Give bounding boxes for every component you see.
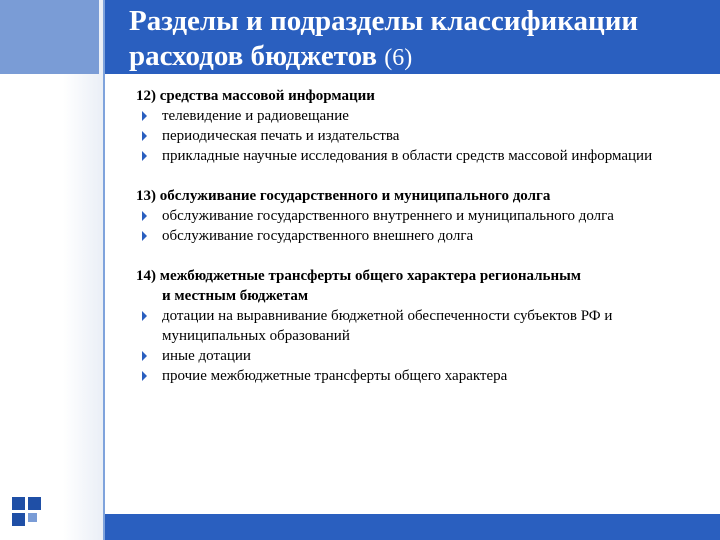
bullet-arrow-icon [142,131,147,141]
slide-content [136,86,696,406]
section-transfers [136,266,696,386]
section-heading: 14) межбюджетные трансферты общего характера региональным и местным бюджетам [136,268,582,304]
title-suffix: (6) [384,45,413,71]
list-item: периодическая печать и издательства [136,126,696,146]
list-item: дотации на выравнивание бюджетной обеспеченности субъектов РФ и муниципальных образований [136,306,696,346]
left-panel [0,0,105,540]
list-item: обслуживание государственного внутреннего и муниципального долга [136,206,696,226]
title-line-1: Разделы и подразделы классификации [129,5,639,37]
corner-square [0,0,99,74]
item-list [136,206,696,246]
section-heading: 13) обслуживание государственного и муниципального долга [136,188,551,204]
bullet-arrow-icon [142,211,147,221]
footer-bar [105,514,720,540]
list-item: прочие межбюджетные трансферты общего характера [136,366,696,386]
bullet-arrow-icon [142,151,147,161]
section-media [136,86,696,166]
left-divider [103,0,105,540]
bullet-arrow-icon [142,231,147,241]
list-item: телевидение и радиовещание [136,106,696,126]
item-list [136,306,696,386]
title-line-2: расходов бюджетов [129,40,378,72]
bullet-arrow-icon [142,311,147,321]
section-heading: 12) средства массовой информации [136,88,375,104]
slide-title [129,4,638,76]
item-list [136,106,696,166]
list-item: обслуживание государственного внешнего долга [136,226,696,246]
section-debt [136,186,696,246]
bullet-arrow-icon [142,351,147,361]
bullet-arrow-icon [142,111,147,121]
bullet-arrow-icon [142,371,147,381]
list-item: прикладные научные исследования в области средств массовой информации [136,146,696,166]
list-item: иные дотации [136,346,696,366]
